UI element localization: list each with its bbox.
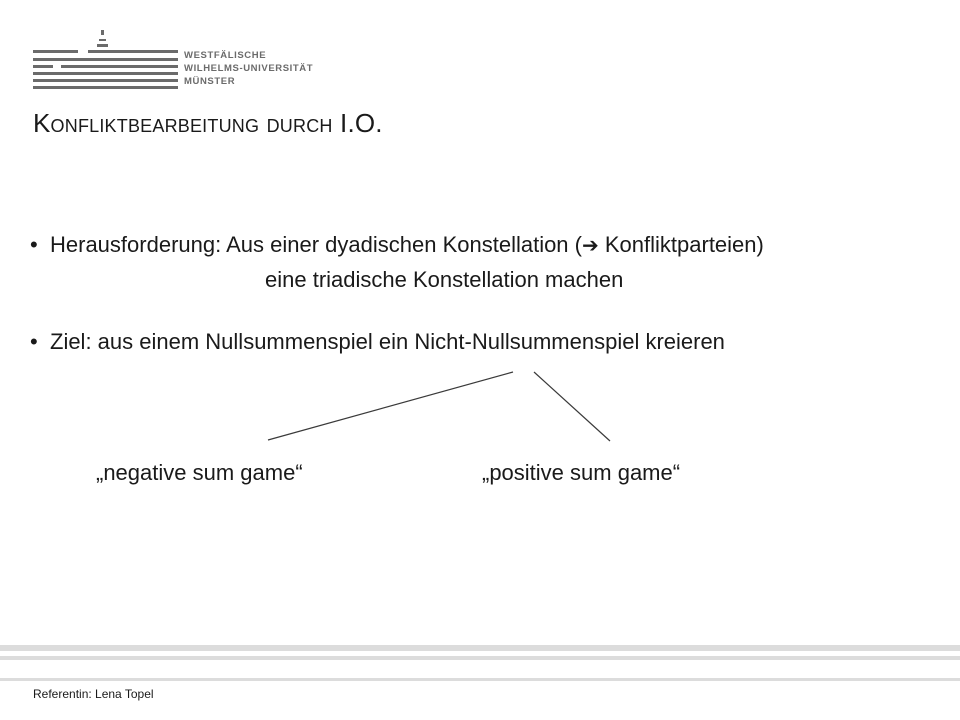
- university-name: [184, 49, 313, 88]
- term-negative-sum-game: „negative sum game“: [96, 460, 303, 485]
- footer-divider-middle: [0, 656, 960, 660]
- bullet-text-challenge-prefix: Herausforderung: Aus einer dyadischen Konstellation (: [50, 232, 582, 257]
- branch-line-right: [534, 372, 610, 441]
- bullet-item-goal: [30, 325, 725, 358]
- bullet-text-challenge-suffix: Konfliktparteien): [598, 232, 764, 257]
- university-name-line1: WESTFÄLISCHE: [184, 50, 267, 61]
- university-seal-icon: [33, 28, 178, 98]
- footer-divider-bottom: [0, 678, 960, 681]
- bullet-item-challenge-continuation: [265, 263, 623, 296]
- branch-line-left: [268, 372, 513, 440]
- footer-presenter: Referentin: Lena Topel: [33, 687, 154, 701]
- university-name-line2: WILHELMS-UNIVERSITÄT: [184, 63, 314, 74]
- university-logo: [33, 28, 323, 98]
- bullet-item-challenge: [30, 228, 764, 262]
- bullet-marker: •: [30, 329, 38, 354]
- bullet-marker: •: [30, 232, 38, 257]
- slide-title: Konfliktbearbeitung durch I.O.: [33, 108, 383, 138]
- university-name-line3: MÜNSTER: [184, 76, 236, 87]
- arrow-right-icon: ➔: [582, 233, 599, 257]
- footer-divider-top: [0, 645, 960, 651]
- bullet-text-goal: Ziel: aus einem Nullsummenspiel ein Nicht-Nullsummenspiel kreieren: [50, 329, 725, 354]
- bullet-text-challenge-line2: eine triadische Konstellation machen: [265, 267, 624, 292]
- term-positive-sum-game: „positive sum game“: [482, 460, 681, 485]
